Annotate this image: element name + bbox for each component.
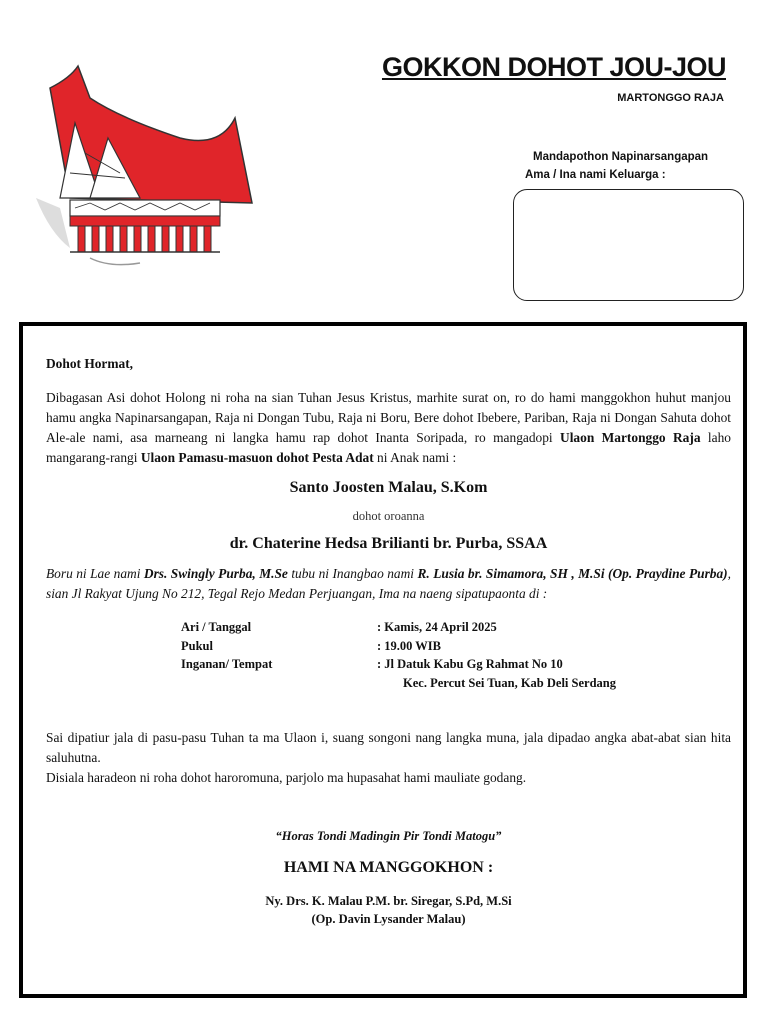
signer-name: Ny. Drs. K. Malau P.M. br. Siregar, S.Pd, M.Si [265, 894, 512, 908]
greeting: Dohot Hormat, [46, 356, 134, 371]
intro-paragraph: Dibagasan Asi dohot Holong ni roha na sian Tuhan Jesus Kristus, marhite surat on, ro do hami manggokhon huhut manjou hamu angka Napinarsangapan, Raja ni Dongan Tubu, Raja ni Boru, Bere dohot Ibebere, Pariban, Raja ni Dongan Sahuta dohot Ale-ale nami, asa marneang ni langka hamu rap dohot Inanta Soripada, ro mangadopi Ulaon Martonggo Raja laho mangarang-rangi Ulaon Pamasu-masuon dohot Pesta Adat ni Anak nami : [46, 390, 731, 465]
signer-alias: (Op. Davin Lysander Malau) [311, 912, 466, 926]
time-label: Pukul [181, 638, 213, 653]
motto: “Horas Tondi Madingin Pir Tondi Matogu” [275, 829, 502, 843]
groom-name: Santo Joosten Malau, S.Kom [289, 479, 488, 496]
family-label [525, 148, 735, 184]
invitation-subtitle: MARTONGGO RAJA [617, 92, 724, 104]
invitation-content [46, 354, 731, 928]
time-row [46, 637, 731, 656]
bride-parents-paragraph: Boru ni Lae nami Drs. Swingly Purba, M.Se tubu ni Inangbao nami R. Lusia br. Simamora, SH , M.Si (Op. Praydine Purba), sian Jl Rakyat Ujung No 212, Tegal Rejo Medan Perjuangan, Ima na naeng sipatupaonta di : [46, 566, 731, 601]
closing-paragraph: Sai dipatiur jala di pasu-pasu Tuhan ta ma Ulaon i, suang songoni nang langka muna, jala dipadao angka abat-abat sian hita saluhutna. [46, 730, 731, 765]
family-label-line1: Mandapothon Napinarsangapan [533, 151, 709, 163]
date-value: : Kamis, 24 April 2025 [377, 620, 497, 634]
place-value-line2: Kec. Percut Sei Tuan, Kab Deli Serdang [403, 675, 616, 690]
bride-name: dr. Chaterine Hedsa Brilianti br. Purba, SSAA [229, 535, 548, 552]
event-details [46, 618, 731, 692]
guest-name-box [513, 189, 744, 301]
date-label: Ari / Tanggal [181, 620, 252, 634]
signoff-heading: HAMI NA MANGGOKHON : [283, 859, 494, 876]
ceremony-name: Ulaon Pamasu-masuon dohot Pesta Adat [140, 450, 374, 465]
date-row [46, 618, 731, 637]
batak-house-icon [30, 58, 260, 278]
bride-mother: R. Lusia br. Simamora, SH , M.Si (Op. Praydine Purba) [417, 566, 728, 581]
place-row [46, 655, 731, 674]
bride-father: Drs. Swingly Purba, M.Se [143, 566, 288, 581]
thanks-paragraph: Disiala haradeon ni roha dohot haroromuna, parjolo ma hupasahat hami mauliate godang. [46, 770, 527, 785]
time-value: : 19.00 WIB [377, 638, 442, 653]
invitation-title: GOKKON DOHOT JOU-JOU [381, 52, 726, 82]
connector-text: dohot oroanna [352, 509, 425, 523]
place-value: : Jl Datuk Kabu Gg Rahmat No 10 [377, 657, 563, 671]
event-name: Ulaon Martonggo Raja [560, 430, 701, 445]
family-label-line2: Ama / Ina nami Keluarga : [525, 169, 666, 181]
invitation-body-frame [19, 322, 747, 998]
place-label: Inganan/ Tempat [181, 657, 273, 671]
